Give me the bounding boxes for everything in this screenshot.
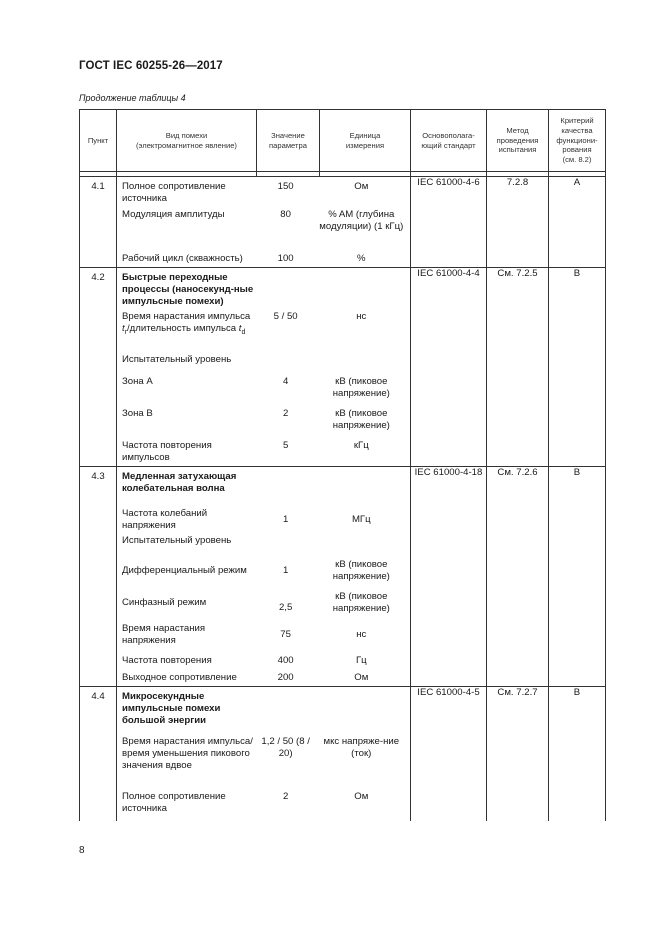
parameter-description: Зона В bbox=[122, 408, 153, 419]
header-unit bbox=[320, 110, 411, 172]
parameter-description: Синфазный режим bbox=[122, 597, 207, 608]
interference-heading: Быстрые переходные процессы (наносекунд-ные импульсные помехи) bbox=[122, 272, 254, 307]
interference-table bbox=[79, 109, 606, 821]
interference-heading: Медленная затухающая колебательная волна bbox=[122, 471, 237, 494]
test-method: 7.2.8 bbox=[487, 177, 549, 268]
table-row bbox=[80, 177, 606, 268]
parameter-description: Частота повторения bbox=[122, 655, 212, 666]
table-row bbox=[80, 687, 606, 822]
parameter-value: 2 bbox=[282, 408, 289, 419]
parameter-unit: нс bbox=[356, 629, 367, 640]
column-header-label: Вид помехи (электромагнитное явление) bbox=[136, 130, 237, 150]
parameter-unit: Ом bbox=[354, 672, 369, 683]
column-header-label: Основополага- ющий стандарт bbox=[421, 130, 476, 150]
parameter-unit: кВ (пиковое напряжение) bbox=[332, 559, 390, 582]
interference-heading: Микросекундные импульсные помехи большой энергии bbox=[122, 691, 221, 726]
row-parameters bbox=[117, 268, 411, 467]
parameter-unit: МГц bbox=[351, 513, 371, 525]
parameter-value: 150 bbox=[277, 181, 294, 192]
header-method bbox=[487, 110, 549, 172]
parameter-description: Время нарастания импульса/время уменьшения пикового значения вдвое bbox=[122, 736, 253, 771]
column-header-label: Пункт bbox=[87, 135, 109, 145]
item-number: 4.2 bbox=[80, 268, 117, 467]
header-standard bbox=[411, 110, 487, 172]
reference-standard: IEC 61000-4-4 bbox=[411, 268, 487, 467]
parameter-value: 100 bbox=[277, 253, 294, 264]
column-header-label: Единица измерения bbox=[345, 130, 385, 150]
parameter-value: 400 bbox=[277, 655, 294, 666]
parameter-description: Зона А bbox=[122, 376, 153, 387]
table-row bbox=[80, 268, 606, 467]
parameter-description: Испытательный уровень bbox=[122, 535, 232, 546]
row-parameters bbox=[117, 467, 411, 687]
performance-criterion: B bbox=[549, 268, 606, 467]
parameter-value: 1,2 / 50 (8 / 20) bbox=[261, 736, 310, 759]
parameter-unit: Гц bbox=[355, 655, 367, 666]
parameter-value: 4 bbox=[282, 376, 289, 387]
parameter-value: 1 bbox=[282, 565, 289, 576]
parameter-description: Частота колебаний напряжения bbox=[122, 507, 208, 531]
table-header-row bbox=[80, 110, 606, 172]
item-number: 4.1 bbox=[80, 177, 117, 268]
parameter-description: Полное сопротивление источника bbox=[122, 181, 226, 204]
parameter-value: 80 bbox=[280, 209, 291, 220]
parameter-description: Испытательный уровень bbox=[122, 354, 232, 365]
parameter-unit: нс bbox=[356, 311, 367, 322]
parameter-description: Полное сопротивление источника bbox=[122, 791, 226, 814]
parameter-description: Дифференциальный режим bbox=[122, 565, 247, 576]
parameter-description: Модуляция амплитуды bbox=[122, 209, 225, 220]
header-criterion bbox=[549, 110, 606, 172]
parameter-value: 5 bbox=[282, 440, 289, 451]
parameter-value: 5 / 50 bbox=[273, 311, 298, 322]
parameter-description: Рабочий цикл (скважность) bbox=[122, 253, 243, 264]
item-number: 4.4 bbox=[80, 687, 117, 822]
performance-criterion: B bbox=[549, 467, 606, 687]
parameter-unit: кВ (пиковое напряжение) bbox=[332, 376, 390, 399]
parameter-description: Выходное сопротивление bbox=[122, 672, 237, 683]
header-value bbox=[257, 110, 320, 172]
test-method: См. 7.2.6 bbox=[487, 467, 549, 687]
table-row bbox=[80, 467, 606, 687]
document-title: ГОСТ IEC 60255-26—2017 bbox=[79, 60, 223, 72]
table-caption: Продолжение таблицы 4 bbox=[79, 93, 186, 103]
parameter-unit: Ом bbox=[354, 181, 369, 192]
parameter-unit: кВ (пиковое напряжение) bbox=[332, 408, 390, 431]
page-number: 8 bbox=[79, 845, 85, 856]
parameter-value: 1 bbox=[282, 513, 289, 525]
reference-standard: IEC 61000-4-6 bbox=[411, 177, 487, 268]
header-interference bbox=[117, 110, 257, 172]
parameter-unit: кВ (пиковое напряжение) bbox=[332, 591, 390, 614]
parameter-description: Время нарастания напряжения bbox=[122, 623, 206, 646]
performance-criterion: A bbox=[549, 177, 606, 268]
reference-standard: IEC 61000-4-18 bbox=[411, 467, 487, 687]
parameter-unit: % AM (глубина модуляции) (1 кГц) bbox=[319, 209, 404, 232]
row-parameters bbox=[117, 687, 411, 822]
reference-standard: IEC 61000-4-5 bbox=[411, 687, 487, 822]
parameter-value: 2 bbox=[282, 791, 289, 802]
column-header-label: Критерий качества функциони- рования (см. 8.2) bbox=[556, 115, 598, 165]
parameter-description: Частота повторения импульсов bbox=[122, 440, 212, 463]
item-number: 4.3 bbox=[80, 467, 117, 687]
test-method: См. 7.2.7 bbox=[487, 687, 549, 822]
performance-criterion: B bbox=[549, 687, 606, 822]
parameter-value: 200 bbox=[277, 672, 294, 683]
parameter-description: Время нарастания импульса $t_r$/длительность импульса $t_d$ bbox=[122, 311, 251, 336]
test-method: См. 7.2.5 bbox=[487, 268, 549, 467]
column-header-label: Метод проведения испытания bbox=[496, 125, 539, 155]
parameter-value: 2,5 bbox=[278, 602, 293, 613]
parameter-unit: Ом bbox=[354, 791, 369, 802]
header-item bbox=[80, 110, 117, 172]
parameter-unit: мкс напряже-ние (ток) bbox=[323, 736, 400, 759]
parameter-unit: % bbox=[357, 253, 366, 264]
column-header-label: Значение параметра bbox=[269, 130, 307, 150]
parameter-value: 75 bbox=[280, 629, 291, 640]
parameter-unit: кГц bbox=[353, 440, 369, 451]
row-parameters bbox=[117, 177, 411, 268]
